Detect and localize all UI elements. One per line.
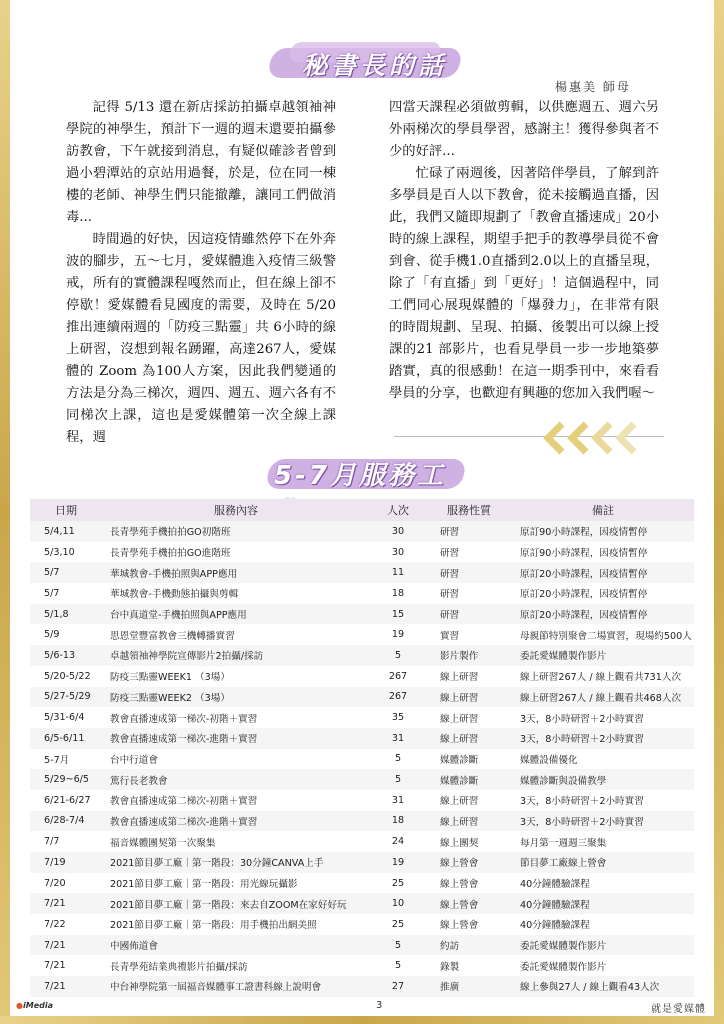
cell-note: 線上研習267人 / 線上觀看共731人次: [520, 672, 682, 684]
cell-note: 40分鐘體驗課程: [520, 920, 590, 932]
cell-type: 實習: [440, 630, 460, 642]
cell-type: 線上研習: [440, 672, 479, 684]
imedia-logo: [16, 1001, 53, 1010]
cell-count: 18: [391, 587, 405, 599]
cell-content: 台中行道會: [110, 754, 158, 766]
table-row: [30, 914, 694, 935]
cell-date: 7/21: [30, 976, 102, 997]
cell-count: 267: [388, 670, 408, 682]
cell-count: 27: [370, 976, 426, 997]
cell-date: 6/21-6/27: [44, 794, 91, 806]
cell-count: 35: [391, 712, 405, 724]
cell-note: 3天，8小時研習＋2小時實習: [512, 811, 694, 832]
cell-type: 推廣: [426, 976, 512, 997]
page-number: 3: [376, 1000, 383, 1011]
cell-note: 委託愛媒體製作影片: [512, 645, 694, 666]
cell-content: 篤行長老教會: [102, 769, 370, 790]
cell-date: 5/6-13: [30, 645, 102, 666]
cell-type: 線上營會: [440, 879, 479, 891]
cell-date: 5/7: [30, 562, 102, 583]
cell-content: 中台神學院第一屆福音媒體事工證書科線上說明會: [102, 976, 370, 997]
table-row: [30, 542, 694, 563]
header-note: 備註: [512, 499, 694, 521]
cell-note: 原訂90小時課程，因疫情暫停: [512, 521, 694, 542]
table-row: [30, 811, 694, 832]
cell-date: 7/20: [44, 877, 66, 889]
article-paragraph: 忙碌了兩週後，因著陪伴學員，了解到許多學員是百人以下教會，從未接觸過直播，因此，我們又隨即規劃了「教會直播速成」20小時的線上課程，期望手把手的教導學員從不會到會、從手機1.0直播到2.0以上的直播呈現，除了「有直播」到「更好」！這個過程中，同工們同心展現媒體的「爆發力」，在非常有限的時間規劃、呈現、拍攝、後製出可以線上授課的21 部影片，也看見學員一步一步地築夢踏實，真的很感動！在這一期季刊中，來看看學員的分享，也歡迎有興趣的您加入我們喔～: [389, 166, 659, 401]
cell-content: 2021節目夢工廠｜第一階段：來去自ZOOM在家好好玩: [102, 893, 370, 914]
table-header-row: [30, 499, 694, 521]
cell-count: 15: [370, 604, 426, 625]
cell-content: 華城教會-手機動態拍攝與剪輯: [110, 589, 239, 601]
cell-type: 約訪: [426, 935, 512, 956]
cell-type: 研習: [440, 589, 460, 601]
table-row: [30, 624, 694, 645]
cell-content: 2021節目夢工廠｜第一階段：用手機拍出網美照: [110, 920, 317, 932]
cell-type: 線上研習: [440, 713, 479, 725]
header-date: 日期: [30, 499, 102, 521]
cell-note: 40分鐘體驗課程: [512, 893, 694, 914]
cell-note: 每月第一週週三聚集: [520, 837, 607, 849]
cell-count: 24: [391, 836, 405, 848]
cell-date: 5/20-5/22: [44, 670, 91, 682]
cell-content: 長青學苑結業典禮影片拍攝/採訪: [110, 961, 248, 973]
table-row: [30, 521, 694, 542]
header-type: 服務性質: [426, 499, 512, 521]
cell-type: 線上研習: [426, 811, 512, 832]
cell-content: 教會直播速成第二梯次-進階＋實習: [102, 811, 370, 832]
left-gold-border: [0, 0, 10, 1024]
cell-count: 25: [391, 918, 405, 930]
cell-content: 教會直播速成第一梯次-進階＋實習: [102, 728, 370, 749]
cell-note: 母親節特別聚會二場實習，現場約500人: [520, 630, 692, 642]
article-paragraph: 記得 5/13 還在新店採訪拍攝卓越領袖神學院的神學生，預計下一週的週末還要拍攝參訪教會，下午就接到消息，有疑似確診者曾到過小碧潭站的京站用過餐，於是，位在同一棟樓的老師、神學生們只能撤離，讓同工們做消毒...: [66, 100, 336, 225]
cell-content: 華城教會-手機拍照與APP應用: [102, 562, 370, 583]
cell-note: 3天，8小時研習＋2小時實習: [520, 796, 644, 808]
cell-note: 原訂20小時課程，因疫情暫停: [520, 589, 648, 601]
table-row: [30, 645, 694, 666]
cell-count: 267: [370, 687, 426, 708]
cell-count: 30: [391, 546, 405, 558]
cell-content: 2021節目夢工廠｜第一階段：30分鐘CANVA上手: [102, 852, 370, 873]
cell-note: 原訂90小時課程，因疫情暫停: [520, 548, 648, 560]
table-row: [30, 562, 694, 583]
cell-note: 節目夢工廠線上營會: [512, 852, 694, 873]
article-paragraph: 時間過的好快，因這疫情雖然停下在外奔波的腳步，五～七月，愛媒體進入疫情三級警戒，所有的實體課程嘎然而止，但在線上卻不停歇！愛媒體看見國度的需要，及時在 5/20 推出連續兩週的「防疫三點靈」共 6小時的線上研習，沒想到報名踴躍，高達267人，愛媒體的 Zoom 為100人方案，因此我們變通的方法是分為三梯次，週四、週五、週六各有不同梯次上課，這也是愛媒體第一次全線上課程，週: [66, 232, 336, 445]
table-row: [30, 893, 694, 914]
table-row: [30, 790, 694, 811]
article-paragraph-continued: 四當天課程必須做剪輯，以供應週五、週六另外兩梯次的學員學習，感謝主！獲得參與者不少的好評...: [389, 100, 659, 159]
cell-content: 2021節目夢工廠｜第一階段：用光線玩攝影: [110, 879, 298, 891]
cell-content: 長青學苑手機拍拍GO進階班: [110, 548, 231, 560]
cell-note: 3天，8小時研習＋2小時實習: [520, 713, 644, 725]
cell-date: 7/21: [30, 893, 102, 914]
cell-date: 5/4,11: [30, 521, 102, 542]
footer-tagline: 就是愛媒體: [651, 1004, 706, 1015]
cell-content: 福音媒體團契第一次聚集: [110, 837, 216, 849]
cell-note: 線上參與27人 / 線上觀看43人次: [512, 976, 694, 997]
cell-type: 線上營會: [426, 893, 512, 914]
cell-count: 11: [370, 562, 426, 583]
table-row: [30, 604, 694, 625]
cell-date: 5/29~6/5: [30, 769, 102, 790]
cell-type: 影片製作: [426, 645, 512, 666]
cell-date: 7/21: [44, 960, 66, 972]
cell-note: 媒體診斷與設備教學: [512, 769, 694, 790]
cell-content: 防疫三點靈WEEK1 （3場）: [110, 672, 230, 684]
cell-note: 線上研習267人 / 線上觀看共468人次: [512, 687, 694, 708]
cell-content: 防疫三點靈WEEK2 （3場）: [102, 687, 370, 708]
cell-count: 30: [370, 521, 426, 542]
table-body: [30, 521, 694, 997]
cell-count: 5: [370, 935, 426, 956]
cell-note: 委託愛媒體製作影片: [520, 961, 607, 973]
article-right-column: [389, 97, 659, 405]
right-gold-border: [714, 0, 724, 1024]
cell-content: 中國佈道會: [102, 935, 370, 956]
cell-date: 5-7月: [44, 754, 70, 766]
cell-type: 線上研習: [426, 687, 512, 708]
table-row: [30, 728, 694, 749]
cell-count: 25: [391, 877, 405, 889]
table-row: [30, 955, 694, 976]
cell-content: 長青學苑手機拍拍GO初階班: [102, 521, 370, 542]
header-content: 服務內容: [102, 499, 370, 521]
cell-type: 線上營會: [426, 852, 512, 873]
cell-count: 10: [370, 893, 426, 914]
cell-count: 31: [391, 794, 405, 806]
cell-type: 媒體診斷: [440, 754, 479, 766]
cell-type: 研習: [426, 604, 512, 625]
table-row: [30, 707, 694, 728]
section-banner: [268, 453, 468, 493]
cell-count: 5: [370, 769, 426, 790]
cell-count: 31: [370, 728, 426, 749]
cell-date: 7/7: [44, 836, 60, 848]
table-row: [30, 935, 694, 956]
logo-dot-icon: ●: [16, 1001, 23, 1010]
chevron-decoration-icon: [540, 418, 660, 458]
cell-note: 委託愛媒體製作影片: [512, 935, 694, 956]
section-title: 5-7月服務工: [274, 461, 446, 491]
cell-date: 5/1,8: [30, 604, 102, 625]
cell-content: 教會直播速成第一梯次-初階＋實習: [110, 713, 258, 725]
article-left-column: [66, 97, 336, 449]
cell-content: 思恩堂豐富教會三機轉播實習: [110, 630, 235, 642]
table-row: [30, 831, 694, 852]
cell-date: 7/21: [30, 935, 102, 956]
cell-date: 5/27-5/29: [30, 687, 102, 708]
cell-type: 線上團契: [440, 837, 479, 849]
cell-count: 5: [394, 753, 402, 765]
header-count: 人次: [370, 499, 426, 521]
cell-type: 研習: [426, 562, 512, 583]
cell-count: 19: [370, 852, 426, 873]
table-row: [30, 666, 694, 687]
table-row: [30, 852, 694, 873]
cell-content: 卓越領袖神學院宣傳影片2拍攝/採訪: [102, 645, 370, 666]
table-row: [30, 873, 694, 894]
cell-date: 7/19: [30, 852, 102, 873]
logo-text: iMedia: [22, 1001, 53, 1010]
bottom-gold-border: [0, 1016, 724, 1024]
table-row: [30, 687, 694, 708]
cell-note: 3天，8小時研習＋2小時實習: [512, 728, 694, 749]
cell-type: 媒體診斷: [426, 769, 512, 790]
author-name: 楊惠美 師母: [555, 80, 631, 94]
cell-date: 5/9: [44, 629, 60, 641]
page-title: 秘書長的話: [302, 51, 448, 80]
cell-date: 7/22: [44, 918, 66, 930]
cell-count: 5: [370, 645, 426, 666]
cell-count: 5: [394, 960, 402, 972]
table-row: [30, 769, 694, 790]
table-row: [30, 749, 694, 770]
title-banner: [270, 40, 480, 86]
cell-note: 原訂20小時課程，因疫情暫停: [512, 604, 694, 625]
cell-type: 線上研習: [426, 728, 512, 749]
cell-type: 線上營會: [440, 920, 479, 932]
table-row: [30, 583, 694, 604]
cell-note: 媒體設備優化: [520, 754, 578, 766]
cell-type: 研習: [440, 548, 460, 560]
cell-count: 18: [370, 811, 426, 832]
cell-note: 原訂20小時課程，因疫情暫停: [512, 562, 694, 583]
cell-date: 5/7: [44, 587, 60, 599]
cell-date: 5/31-6/4: [44, 712, 85, 724]
cell-date: 6/5-6/11: [30, 728, 102, 749]
cell-type: 研習: [426, 521, 512, 542]
cell-date: 6/28-7/4: [30, 811, 102, 832]
cell-count: 19: [391, 629, 405, 641]
cell-content: 台中真道堂-手機拍照與APP應用: [102, 604, 370, 625]
cell-type: 錄製: [440, 961, 460, 973]
service-table: [30, 499, 694, 997]
table-row: [30, 976, 694, 997]
cell-note: 40分鐘體驗課程: [520, 879, 590, 891]
cell-type: 線上研習: [440, 796, 479, 808]
cell-content: 教會直播速成第二梯次-初階＋實習: [110, 796, 258, 808]
cell-date: 5/3,10: [44, 546, 75, 558]
